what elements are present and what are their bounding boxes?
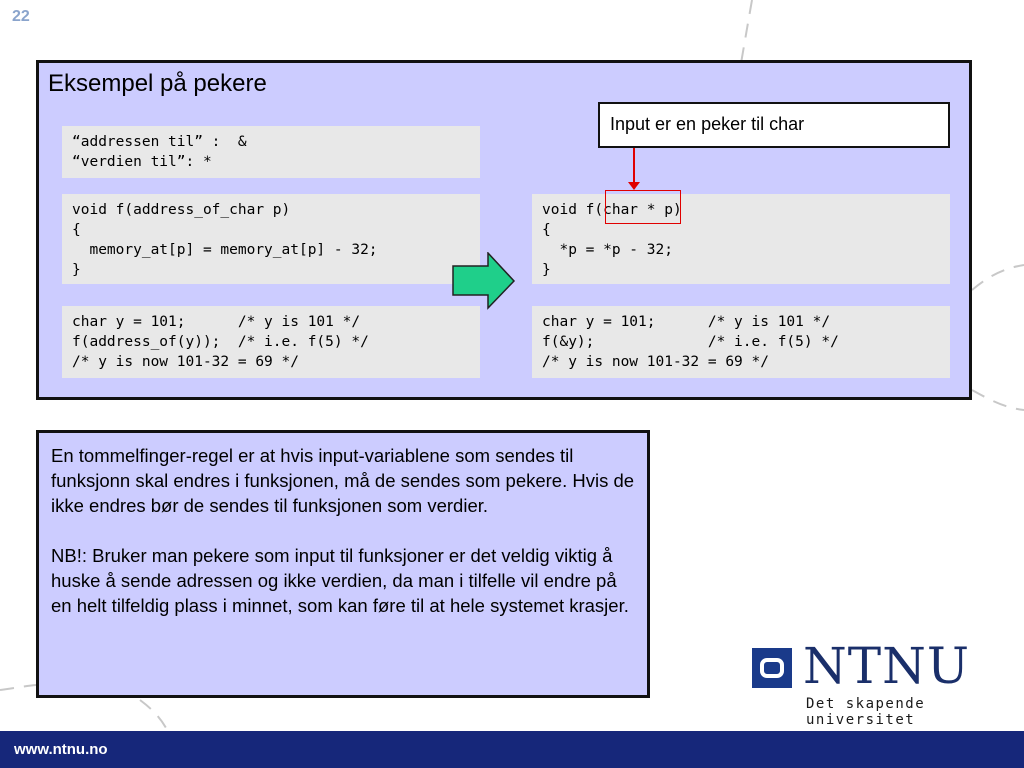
slide-title: Eksempel på pekere [48, 70, 267, 97]
info-panel [36, 430, 650, 698]
callout-box: Input er en peker til char [598, 102, 950, 148]
code-function-address-of: void f(address_of_char p) { memory_at[p] = memory_at[p] - 32; } [62, 194, 480, 284]
ntnu-logo-name: NTNU [803, 637, 970, 695]
code-call-address-of: char y = 101; /* y is 101 */ f(address_of(y)); /* i.e. f(5) */ /* y is now 101-32 = 69 */ [62, 306, 480, 378]
footer-url-link[interactable]: www.ntnu.no [14, 741, 108, 758]
code-definitions: “addressen til” : & “verdien til”: * [62, 126, 480, 178]
callout-pointer-line [633, 148, 635, 186]
ntnu-logo-icon [752, 648, 792, 688]
footer-bar [0, 731, 1024, 768]
slide-number: 22 [12, 8, 30, 25]
char-pointer-highlight [605, 190, 681, 224]
callout-arrow-icon [628, 182, 640, 190]
code-function-pointer: void f(char * p) { *p = *p - 32; } [532, 194, 950, 284]
right-arrow-icon [452, 252, 516, 310]
code-call-pointer: char y = 101; /* y is 101 */ f(&y); /* i.e. f(5) */ /* y is now 101-32 = 69 */ [532, 306, 950, 378]
ntnu-tagline: Det skapende universitet [806, 696, 926, 728]
info-paragraph-rule: En tommelfinger-regel er at hvis input-variablene som sendes til funksjonn skal endres i funksjonen, må de sendes som pekere. Hvis de ikke endres bør de sendes til funksjonen som verdier. [51, 445, 635, 516]
info-paragraph-warning: NB!: Bruker man pekere som input til funksjoner er det veldig viktig å huske å sende adressen og ikke verdien, da man i tilfelle vil endre på en helt tilfeldig plass i minnet, som kan føre til at hele systemet krasjer. [51, 545, 629, 616]
